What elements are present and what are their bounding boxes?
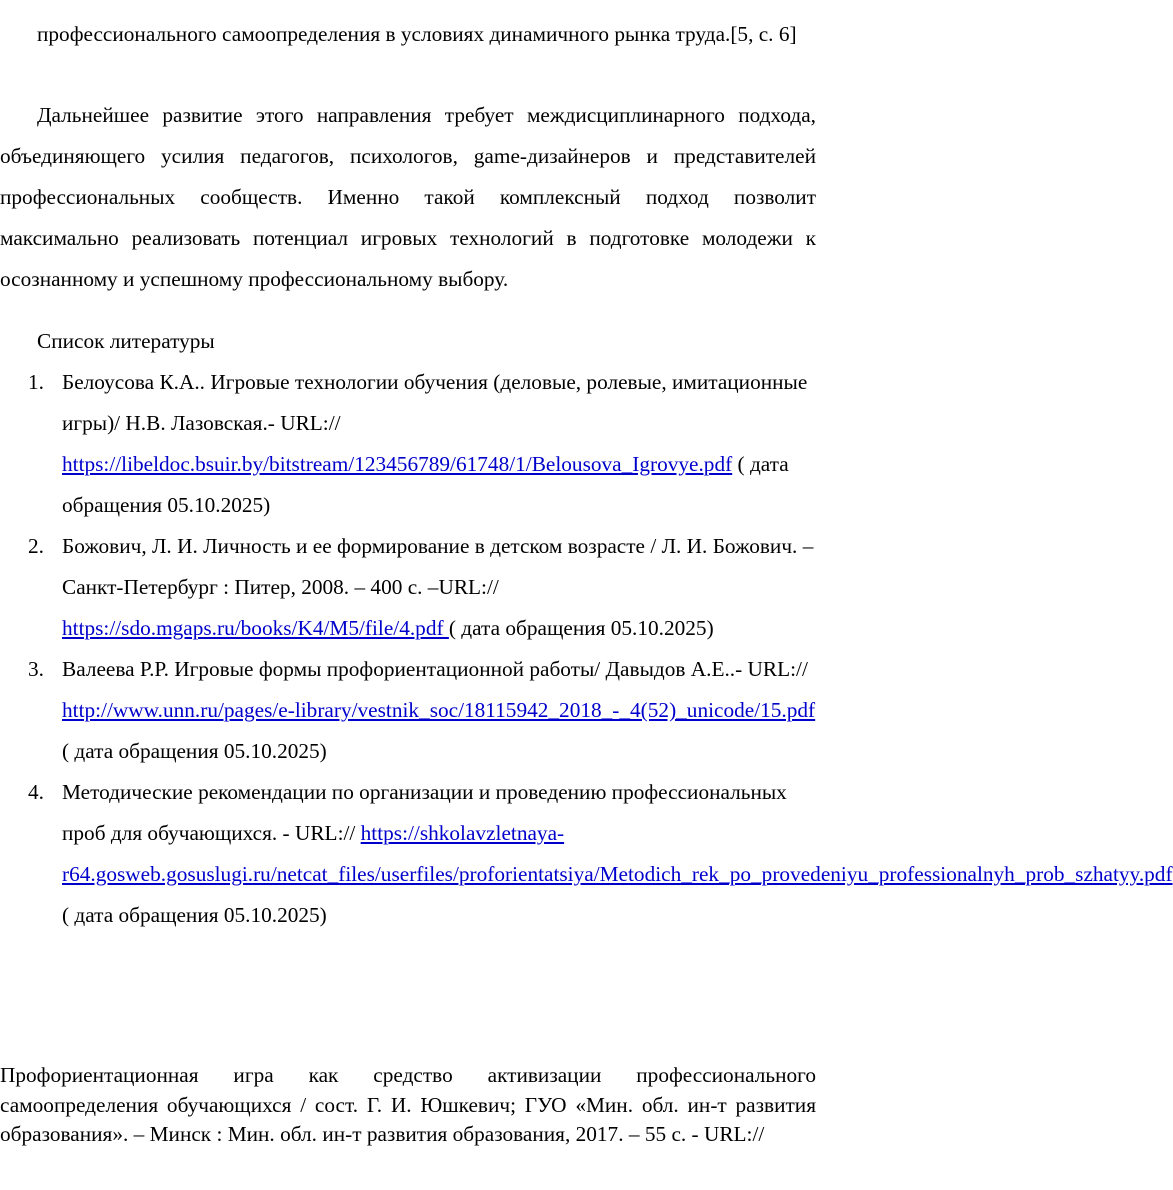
reference-access-date: ( дата обращения 05.10.2025) xyxy=(448,616,714,640)
reference-text: Белоусова К.А.. Игровые технологии обучения (деловые, ролевые, имитационные игры)/ Н.В. Лазовская.- URL:// xyxy=(62,370,808,435)
reference-access-date: ( дата обращения 05.10.2025) xyxy=(62,739,327,763)
paragraph-2: Дальнейшее развитие этого направления требует междисциплинарного подхода, объединяющего усилия педагогов, психологов, game-дизайнеров и представителей профессиональных сообществ. Именно такой комплексный подход позволит максимально реализовать потенциал игровых технологий в подготовке молодежи к осознанному и успешному профессиональному выбору. xyxy=(0,103,816,291)
reference-number: 3. xyxy=(28,657,44,681)
reference-text: Методические рекомендации по организации и проведению профессиональных проб для обучающихся. - URL:// xyxy=(62,780,787,845)
trailing-reference-text: Профориентационная игра как средство активизации профессионального самоопределения обучающихся / сост. Г. И. Юшкевич; ГУО «Мин. обл. ин-т развития образования». – Минск : Мин. обл. ин-т развития образования, 2017. – 55 с. - URL:// xyxy=(0,1063,816,1146)
reference-link[interactable]: https://sdo.mgaps.ru/books/K4/M5/file/4.pdf xyxy=(62,616,449,640)
reference-number: 2. xyxy=(28,534,44,558)
reference-number: 1. xyxy=(28,370,44,394)
reference-link[interactable]: https://shkolavzletnaya-r64.gosweb.gosuslugi.ru/netcat_files/userfiles/proforientatsiya/Metodich_rek_po_provedeniyu_professionalnyh_prob_szhatyy.pdf xyxy=(62,821,1173,886)
reference-link[interactable]: http://www.unn.ru/pages/e-library/vestnik_soc/18115942_2018_-_4(52)_unicode/15.pdf xyxy=(62,698,816,722)
references-list xyxy=(0,362,1173,936)
reference-access-date: ( дата обращения 05.10.2025) xyxy=(62,452,789,517)
reference-text: Валеева Р.Р. Игровые формы профориентационной работы/ Давыдов А.Е..- URL:// xyxy=(62,657,808,681)
reference-item-4 xyxy=(0,772,1173,936)
references-title: Список литературы xyxy=(37,329,215,353)
reference-link[interactable]: https://libeldoc.bsuir.by/bitstream/123456789/61748/1/Belousova_Igrovye.pdf xyxy=(62,452,733,476)
reference-item-3 xyxy=(0,649,816,772)
reference-access-date: ( дата обращения 05.10.2025) xyxy=(62,903,327,927)
reference-item-2 xyxy=(0,526,816,649)
reference-number: 4. xyxy=(28,780,44,804)
reference-text: Божович, Л. И. Личность и ее формирование в детском возрасте / Л. И. Божович. – Санкт-Петербург : Питер, 2008. – 400 с. –URL:// xyxy=(62,534,814,599)
reference-item-1 xyxy=(0,362,816,526)
paragraph-1: профессионального самоопределения в условиях динамичного рынка труда.[5, с. 6] xyxy=(37,22,797,46)
